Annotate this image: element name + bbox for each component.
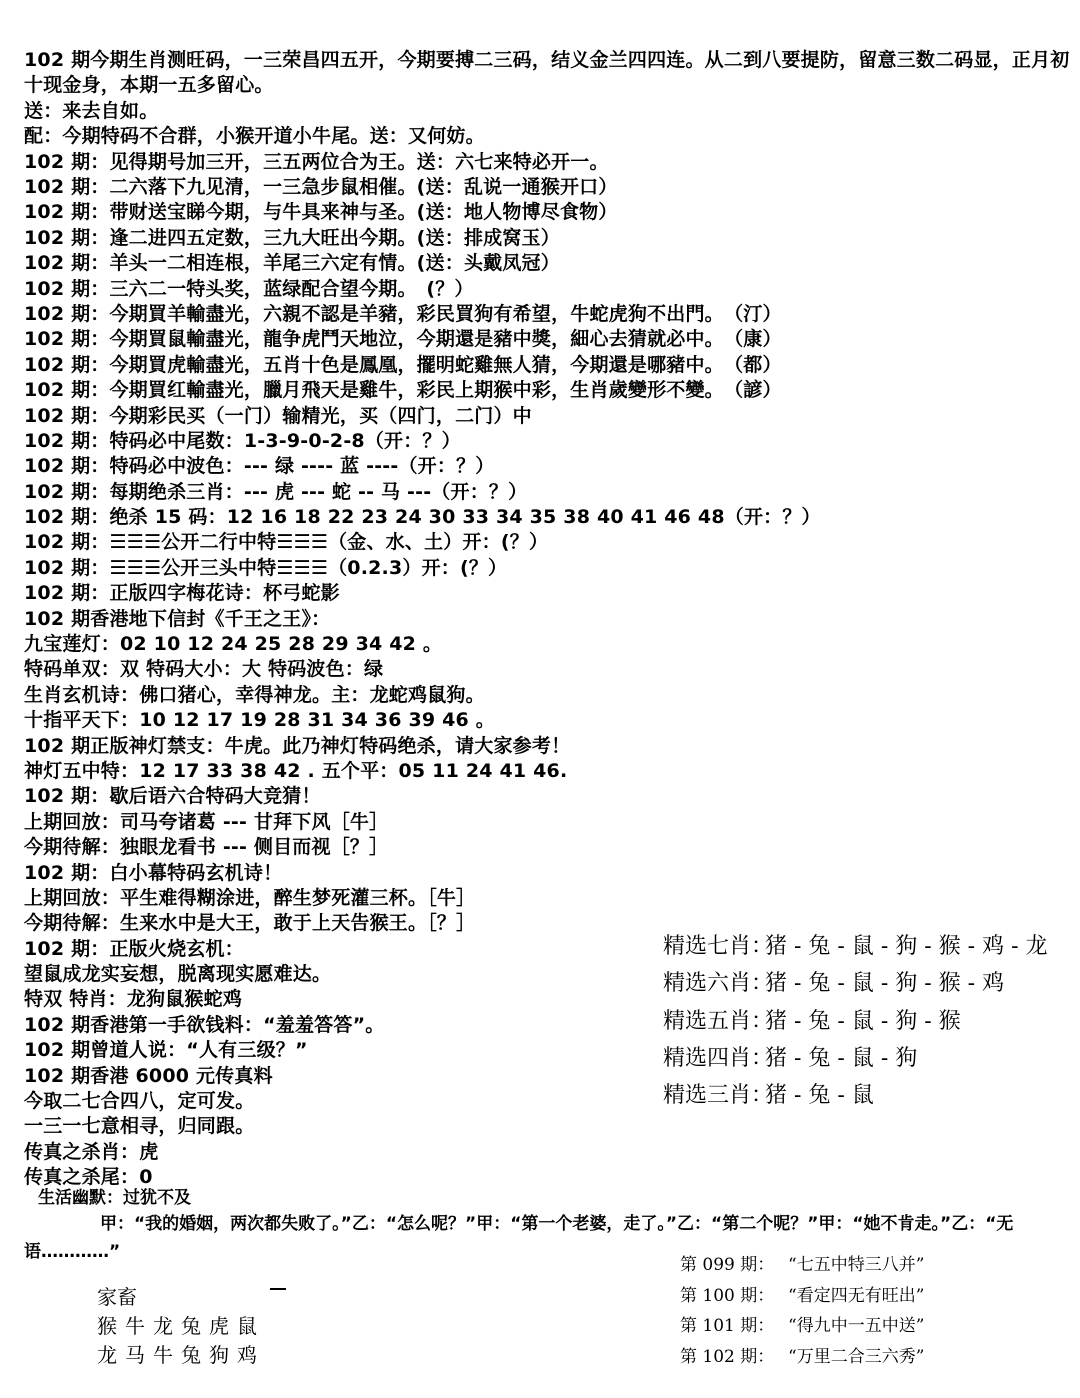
prediction-line: 102 期正版神灯禁支：牛虎。此乃神灯特码绝杀，请大家参考！ <box>24 734 571 757</box>
prediction-line: 102 期：特码必中波色：--- 绿 ---- 蓝 ----（开：？） <box>24 455 495 478</box>
prediction-line: 102 期：三六二一特头奖，蓝绿配合望今期。 (？） <box>24 277 474 300</box>
pick-row <box>663 928 1073 965</box>
pick-value: 猪 - 兔 - 鼠 - 狗 <box>765 1045 918 1071</box>
decorative-dash <box>270 1288 286 1290</box>
prediction-line: 102 期：今期彩民买（一门）输精光，买（四门，二门）中 <box>24 404 532 427</box>
prediction-line: 102 期：见得期号加三开，三五两位合为王。送：六七来特必开一。 <box>24 150 609 173</box>
prediction-line: 102 期：羊头一二相连根，羊尾三六定有情。(送：头戴凤冠） <box>24 252 560 275</box>
prediction-line: 今期待解：生来水中是大王，敢于上天告猴王。［？］ <box>24 912 476 935</box>
livestock-box <box>97 1282 287 1370</box>
prediction-line: 传真之杀尾：0 <box>24 1166 153 1189</box>
pick-value: 猪 - 兔 - 鼠 - 狗 - 猴 - 鸡 - 龙 <box>765 934 1048 959</box>
prediction-line: 102 期：☰☰☰公开二行中特☰☰☰（金、水、土）开：(？） <box>24 531 549 554</box>
humor-title: 生活幽默：过犹不及 <box>38 1188 191 1208</box>
history-phrase: “得九中一五中送” <box>788 1316 925 1336</box>
prediction-line: 102 期香港第一手欲钱料：“羞羞答答”。 <box>24 1013 385 1036</box>
prediction-line: 102 期：今期買鼠輸盡光，龍争虎鬥天地泣，今期還是豬中獎，細心去猜就必中。 （康） <box>24 328 782 351</box>
prediction-line: 102 期：正版四字梅花诗：杯弓蛇影 <box>24 582 340 605</box>
history-period: 第 100 期： <box>680 1285 775 1306</box>
pick-label: 精选七肖： <box>663 934 774 959</box>
prediction-line: 102 期：带财送宝睇今期，与牛具来神与圣。(送：地人物博尽食物） <box>24 201 618 224</box>
prediction-line: 神灯五中特：12 17 33 38 42 . 五个平：05 11 24 41 46. <box>24 759 568 782</box>
prediction-line: 十指平天下：10 12 17 19 28 31 34 36 39 46 。 <box>24 709 495 732</box>
history-phrases <box>680 1250 1075 1372</box>
prediction-line: 生肖玄机诗：佛口猪心，幸得神龙。主：龙蛇鸡鼠狗。 <box>24 683 485 706</box>
pick-value: 猪 - 兔 - 鼠 - 狗 - 猴 - 鸡 <box>765 971 1005 997</box>
prediction-line: 今期待解：独眼龙看书 --- 侧目而视［？］ <box>24 836 389 859</box>
pick-label: 精选三肖： <box>663 1083 774 1109</box>
prediction-line: 102 期：白小幕特码玄机诗！ <box>24 861 283 884</box>
prediction-line: 102 期：今期買虎輸盡光，五肖十色是鳳凰，擺明蛇雞無人猜，今期還是哪豬中。 （都） <box>24 353 782 376</box>
prediction-line: 102 期香港地下信封《千王之王》： <box>24 607 331 630</box>
livestock-row-2: 龙马牛兔狗鸡 <box>97 1343 265 1367</box>
history-row <box>680 1281 1075 1312</box>
prediction-line: 102 期今期生肖测旺码，一三荣昌四五开，今期要搏二三码，结义金兰四四连。从二到八要提防，留意三数二码显，正月初十现金身，本期一五多留心。 <box>24 49 1070 97</box>
selected-zodiac-picks <box>663 928 1073 1114</box>
history-period: 第 102 期： <box>680 1346 775 1367</box>
pick-label: 精选四肖： <box>663 1045 774 1071</box>
prediction-line: 102 期：今期買羊輸盡光，六親不認是羊豬，彩民買狗有希望，牛蛇虎狗不出門。 （汀） <box>24 302 782 325</box>
prediction-line: 102 期：逢二进四五定数，三九大旺出今期。(送：排成窝玉） <box>24 226 560 249</box>
humor-body: 甲：“我的婚姻，两次都失败了。”乙：“怎么呢？”甲：“第一个老婆，走了。”乙：“第二个呢？”甲：“她不肯走。”乙：“无语…………” <box>24 1214 1014 1262</box>
prediction-line: 102 期：每期绝杀三肖：--- 虎 --- 蛇 -- 马 ---（开：？） <box>24 480 528 503</box>
pick-row <box>663 1040 1073 1077</box>
prediction-line: 送：来去自如。 <box>24 99 159 122</box>
history-row <box>680 1311 1075 1342</box>
history-row <box>680 1342 1075 1373</box>
prediction-line: 102 期：正版火烧玄机： <box>24 937 244 960</box>
prediction-line: 九宝莲灯：02 10 12 24 25 28 29 34 42 。 <box>24 633 443 656</box>
history-period: 第 099 期： <box>680 1255 775 1275</box>
prediction-line: 望鼠成龙实妄想，脱离现实愿难达。 <box>24 963 332 986</box>
livestock-title: 家畜 <box>97 1285 137 1309</box>
prediction-line: 102 期：特码必中尾数：1-3-9-0-2-8（开：？） <box>24 429 461 452</box>
history-phrase: “万里二合三六秀” <box>788 1346 925 1367</box>
prediction-line: 传真之杀肖：虎 <box>24 1140 159 1163</box>
prediction-line: 配：今期特码不合群，小猴开道小牛尾。送：又何妨。 <box>24 125 485 148</box>
prediction-line: 上期回放：平生难得糊涂进，醉生梦死灌三杯。［牛］ <box>24 886 476 909</box>
prediction-line: 今取二七合四八，定可发。 <box>24 1090 255 1113</box>
prediction-line: 特双 特肖：龙狗鼠猴蛇鸡 <box>24 988 243 1011</box>
history-period: 第 101 期： <box>680 1316 775 1336</box>
prediction-line: 102 期曾道人说：“人有三级？” <box>24 1039 308 1062</box>
history-row <box>680 1250 1075 1281</box>
pick-row <box>663 1003 1073 1040</box>
history-phrase: “看定四无有旺出” <box>788 1285 925 1306</box>
pick-value: 猪 - 兔 - 鼠 <box>765 1083 874 1109</box>
history-phrase: “七五中特三八并” <box>788 1255 925 1275</box>
pick-label: 精选六肖： <box>663 971 774 997</box>
prediction-line: 特码单双：双 特码大小：大 特码波色：绿 <box>24 658 384 681</box>
pick-value: 猪 - 兔 - 鼠 - 狗 - 猴 <box>765 1008 961 1034</box>
prediction-line: 上期回放：司马夸诸葛 --- 甘拜下风［牛］ <box>24 810 389 833</box>
prediction-line: 102 期香港 6000 元传真料 <box>24 1064 273 1087</box>
prediction-line: 102 期：☰☰☰公开三头中特☰☰☰（0.2.3）开：(？） <box>24 556 508 579</box>
prediction-line: 102 期：二六落下九见清，一三急步鼠相催。(送：乱说一通猴开口） <box>24 175 618 198</box>
pick-row <box>663 965 1073 1002</box>
livestock-row-1: 猴牛龙兔虎鼠 <box>97 1314 265 1338</box>
pick-label: 精选五肖： <box>663 1008 774 1034</box>
prediction-line: 102 期：绝杀 15 码：12 16 18 22 23 24 30 33 34 35 38 40 41 46 48（开：？） <box>24 506 821 529</box>
prediction-line: 102 期：歇后语六合特码大竞猜！ <box>24 785 321 808</box>
prediction-line: 一三一七意相寻，归同跟。 <box>24 1115 255 1138</box>
pick-row <box>663 1077 1073 1114</box>
prediction-line: 102 期：今期買红輸盡光，臘月飛天是雞牛，彩民上期猴中彩，生肖歲變形不變。 （諺） <box>24 379 782 402</box>
